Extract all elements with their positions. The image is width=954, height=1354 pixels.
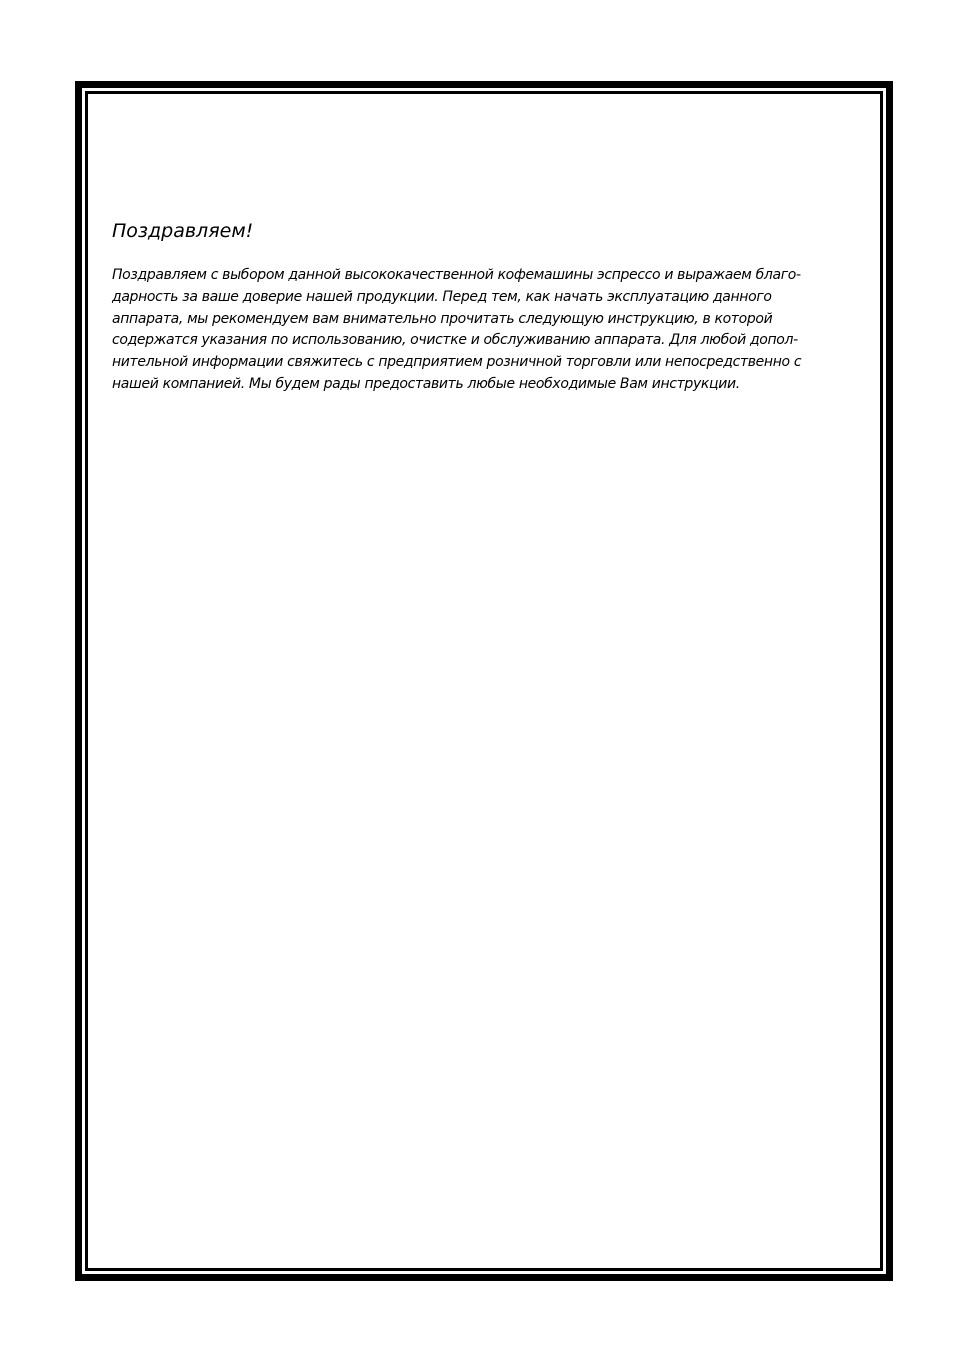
paragraph-line: содержатся указания по использованию, очистке и обслуживанию аппарата. Для любой допол- xyxy=(112,332,798,349)
paragraph-line: дарность за ваше доверие нашей продукции. Перед тем, как начать эксплуатацию данного xyxy=(112,288,772,305)
page-heading: Поздравляем! xyxy=(112,220,254,242)
page-content xyxy=(112,217,842,396)
paragraph-line: нительной информации свяжитесь с предприятием розничной торговли или непосредственно с xyxy=(112,354,802,371)
paragraph-line: нашей компанией. Мы будем рады предоставить любые необходимые Вам инструкции. xyxy=(112,375,740,392)
paragraph-line: Поздравляем с выбором данной высококачественной кофемашины эспрессо и выражаем благо- xyxy=(112,267,801,283)
paragraph-line: аппарата, мы рекомендуем вам внимательно прочитать следующую инструкцию, в которой xyxy=(112,310,773,327)
intro-paragraph xyxy=(112,265,842,396)
